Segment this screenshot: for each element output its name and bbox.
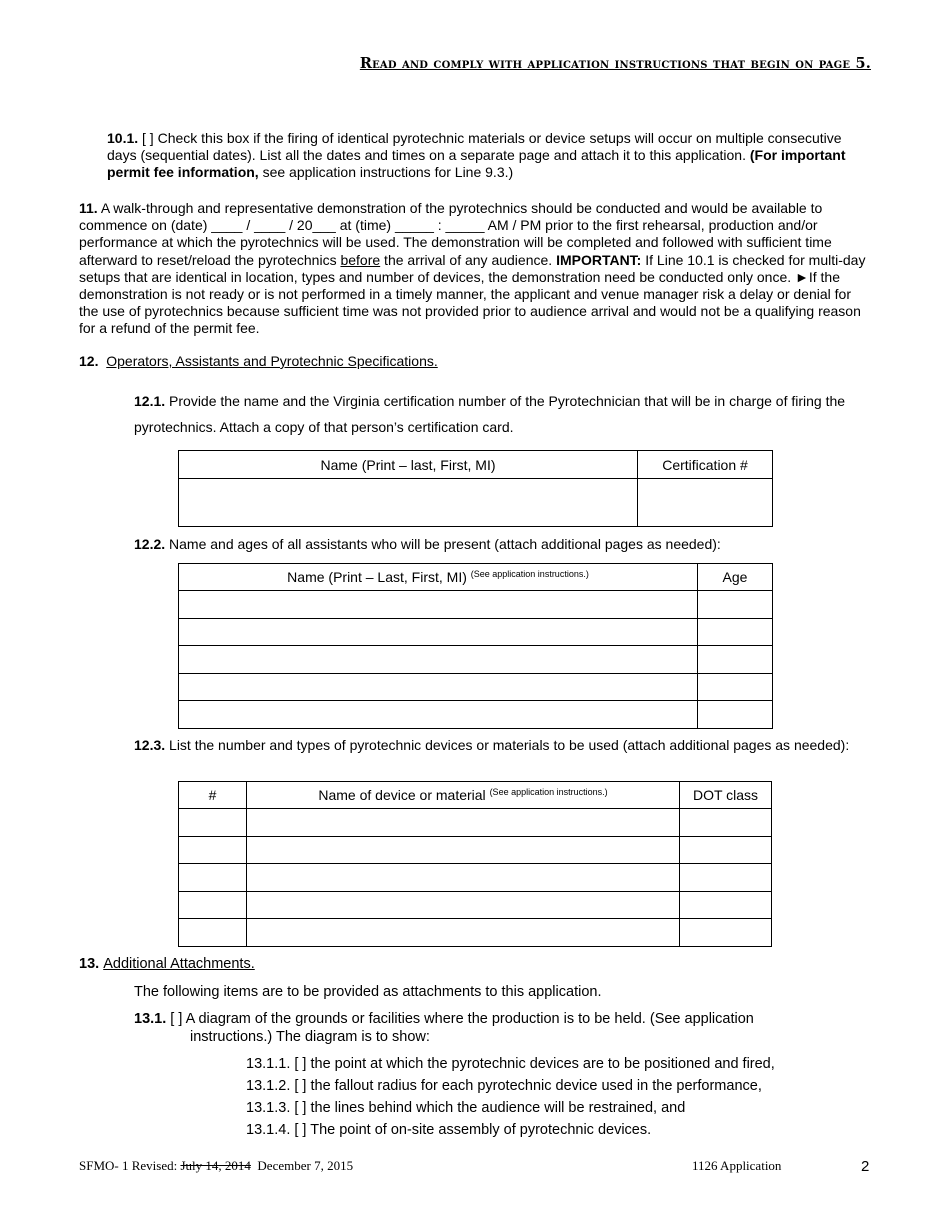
section-12-title: Operators, Assistants and Pyrotechnic Specifications. [106, 353, 438, 369]
device-name-header-note: (See application instructions.) [489, 787, 608, 797]
assistant-name-cell[interactable] [179, 618, 698, 646]
pyrotechnician-name-cell[interactable] [179, 479, 638, 527]
device-name-cell[interactable] [247, 809, 680, 837]
dot-class-cell[interactable] [680, 891, 772, 919]
certification-number-header: Certification # [638, 451, 773, 479]
pyrotechnician-table [178, 450, 773, 527]
assistant-name-cell[interactable] [179, 673, 698, 701]
section-11-text-2: the arrival of any audience. [380, 251, 557, 268]
diagram-requirements-list [246, 1053, 775, 1141]
assistant-name-header-label: Name (Print – Last, First, MI) [287, 569, 467, 585]
diagram-requirement-item: 13.1.2. [ ] the fallout radius for each pyrotechnic device used in the performance, [246, 1078, 762, 1094]
device-count-cell[interactable] [179, 809, 247, 837]
device-count-header: # [179, 782, 247, 809]
section-11-text-3: If Line 10.1 is checked for multi-day setups that are identical in location, types and number of devices, the demonstration need be conducted only once. ►If the demonstration is not ready or is not performed in a timely manner, the applicant and venue manager risk a delay or denial for the use of pyrotechnics because sufficient time was not provided prior to audience arrival and would not be a qualifying reason for a refund of the permit fee. [79, 251, 866, 337]
section-11 [79, 200, 869, 338]
section-10-1 [107, 130, 867, 182]
dot-class-header: DOT class [680, 782, 772, 809]
devices-table [178, 781, 772, 947]
pyrotechnician-name-header: Name (Print – last, First, MI) [179, 451, 638, 479]
section-12-3-text: List the number and types of pyrotechnic devices or materials to be used (attach additional pages as needed): [165, 737, 850, 753]
device-count-cell[interactable] [179, 919, 247, 947]
device-name-header-label: Name of device or material [318, 787, 486, 803]
section-11-important: IMPORTANT: [556, 251, 642, 268]
page-header-instructions: Read and comply with application instructions that begin on page 5. [359, 55, 871, 72]
device-name-cell[interactable] [247, 864, 680, 892]
section-12-2-text: Name and ages of all assistants who will be present (attach additional pages as needed): [165, 536, 721, 552]
assistant-age-header: Age [698, 564, 773, 591]
assistant-name-cell[interactable] [179, 701, 698, 729]
dot-class-cell[interactable] [680, 809, 772, 837]
section-12-1-number: 12.1. [134, 393, 166, 409]
section-12-heading [79, 353, 438, 370]
section-12-1-text: Provide the name and the Virginia certification number of the Pyrotechnician that will be in charge of firing the pyrotechnics. Attach a copy of that person’s certification card. [134, 393, 846, 435]
section-11-number: 11. [79, 200, 98, 216]
section-12-1 [134, 388, 869, 440]
device-name-header [247, 782, 680, 809]
footer-revision [79, 1158, 353, 1174]
section-10-1-checkbox[interactable]: [ ] [142, 130, 154, 146]
section-12-3 [134, 737, 869, 754]
assistant-age-cell[interactable] [698, 618, 773, 646]
section-11-text-1: A walk-through and representative demonstration of the pyrotechnics should be conducted and would be available to commence on (date) ____ / ____ / 20___ at (time) _____ : _____ AM / PM prior to the first rehearsal, production and/or performance at which the pyrotechnics will be used. The demonstration will be completed and followed with sufficient time afterward to reset/reload the pyrotechnics [79, 200, 832, 268]
device-name-cell[interactable] [247, 891, 680, 919]
assistant-age-cell[interactable] [698, 591, 773, 619]
assistant-name-cell[interactable] [179, 646, 698, 674]
diagram-requirement-item: 13.1.1. [ ] the point at which the pyrotechnic devices are to be positioned and fired, [246, 1056, 775, 1072]
footer-form-label: SFMO- 1 Revised: [79, 1158, 181, 1173]
section-13-heading [79, 955, 255, 973]
section-10-1-number: 10.1. [107, 130, 139, 146]
section-13-1-number: 13.1. [134, 1011, 167, 1027]
footer-application: 1126 Application [692, 1158, 782, 1173]
dot-class-cell[interactable] [680, 919, 772, 947]
assistant-name-cell[interactable] [179, 591, 698, 619]
diagram-requirement-item: 13.1.4. [ ] The point of on-site assembly of pyrotechnic devices. [246, 1122, 652, 1138]
assistant-name-header-note: (See application instructions.) [470, 569, 589, 579]
section-13-title: Additional Attachments. [103, 956, 255, 972]
assistant-age-cell[interactable] [698, 646, 773, 674]
section-13-number: 13. [79, 956, 100, 972]
assistant-age-cell[interactable] [698, 673, 773, 701]
device-name-cell[interactable] [247, 919, 680, 947]
page-number: 2 [861, 1158, 870, 1175]
dot-class-cell[interactable] [680, 836, 772, 864]
section-13-1 [134, 1010, 834, 1046]
section-10-1-tail: see application instructions for Line 9.3.) [258, 164, 514, 181]
footer-new-date: December 7, 2015 [250, 1158, 354, 1173]
section-12-3-number: 12.3. [134, 737, 166, 753]
assistant-age-cell[interactable] [698, 701, 773, 729]
dot-class-cell[interactable] [680, 864, 772, 892]
footer-old-date: July 14, 2014 [180, 1158, 251, 1173]
diagram-requirement-item: 13.1.3. [ ] the lines behind which the audience will be restrained, and [246, 1100, 686, 1116]
section-12-2 [134, 536, 721, 553]
section-12-2-number: 12.2. [134, 536, 166, 552]
device-count-cell[interactable] [179, 836, 247, 864]
device-name-cell[interactable] [247, 836, 680, 864]
certification-number-cell[interactable] [638, 479, 773, 527]
section-10-1-text: Check this box if the firing of identical pyrotechnic materials or device setups will occur on multiple consecutive days (sequential dates). List all the dates and times on a separate page and attach it to this application. [107, 130, 842, 164]
assistant-name-header [179, 564, 698, 591]
section-13-intro: The following items are to be provided as attachments to this application. [134, 984, 602, 1000]
section-13-1-text: [ ] A diagram of the grounds or facilities where the production is to be held. (See application instructions.) The diagram is to show: [166, 1011, 754, 1045]
device-count-cell[interactable] [179, 891, 247, 919]
section-11-underlined: before [340, 251, 381, 268]
section-10-1-bold: (For important permit fee information, [107, 147, 846, 181]
assistants-table [178, 563, 773, 729]
device-count-cell[interactable] [179, 864, 247, 892]
section-12-number: 12. [79, 353, 99, 369]
